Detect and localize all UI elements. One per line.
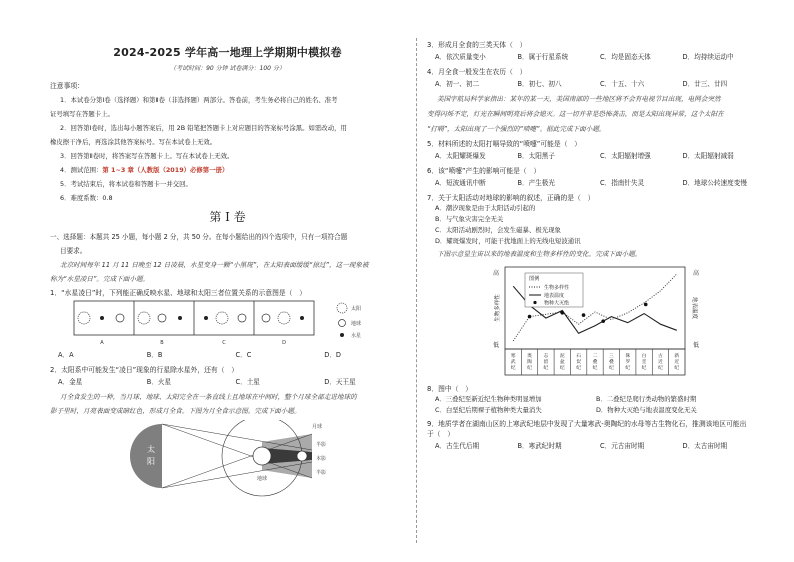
y-bottom-label-right: 低 (693, 342, 700, 349)
moon-label: 月球 (312, 424, 323, 430)
question-6-stem: 6．该“喷嚏”产生的影响可能是（ ） (427, 167, 541, 175)
option-d[interactable]: D．天王星 (324, 378, 356, 386)
option-c[interactable]: C．十五、十六 (600, 80, 645, 88)
period-label-char: 二 (592, 354, 598, 359)
option-a[interactable]: A．太阳耀斑爆发 (435, 152, 486, 160)
period-label-char: 古 (658, 354, 663, 359)
option-d[interactable]: D．地球公转速度变慢 (682, 179, 747, 187)
question-5-options (427, 152, 757, 161)
option-d-diagram (262, 312, 304, 324)
option-a[interactable]: A．三叠纪至新近纪生物种类明显增加 (435, 395, 542, 403)
sun-label: 阳 (147, 457, 155, 466)
left-column (50, 34, 405, 500)
option-d[interactable]: D．廿三、廿四 (682, 80, 728, 88)
option-b[interactable]: B．产生极光 (517, 179, 555, 187)
question-9-stem: 于（ ） (427, 430, 455, 438)
notice-item: 3．回答第Ⅱ卷时，将答案写在答题卡上。写在本试卷上无效。 (60, 152, 234, 160)
period-label-char: 纪 (592, 366, 598, 371)
period-label-char: 白 (641, 354, 647, 359)
option-c-diagram (204, 312, 246, 324)
notice-item: 2．回答第Ⅰ卷时，选出每小题答案后，用 2B 铅笔把答题卡上对应题目的答案标号涂黑。如需改动，用 (60, 124, 347, 132)
question-8-stem: 8．图中（ ） (427, 385, 473, 393)
option-a[interactable]: A．初一、初二 (435, 80, 480, 88)
period-label-char: 侏 (625, 354, 631, 359)
period-label-char: 纪 (674, 366, 680, 371)
question-2-stem: 2．太阳系中可能发生“凌日”现象的行星除水星外，还有（ ） (50, 366, 239, 374)
right-column (427, 40, 757, 456)
earth-label: 地球 (256, 476, 268, 482)
extinction-point (582, 313, 586, 317)
option-c[interactable]: C．均是固态天体 (600, 53, 651, 61)
period-label-char: 纪 (576, 366, 582, 371)
passage: 变得闪烁不定，灯光在瞬间明亮后将会熄灭。这一切并非是恐怖袭击，而是太阳出现异常，这个太阳在 (427, 110, 724, 118)
passage: 月全食发生的一种，当月球、地球、太阳完全在一条直线上且地球在中间时，整个月球全部走进地球的 (60, 393, 357, 401)
option-c[interactable]: C．白垩纪后期裸子植物种类大量消失 (435, 406, 542, 414)
period-label-char: 泥 (559, 354, 565, 359)
option-b-diagram (138, 312, 182, 324)
option-c[interactable]: C．太阳活动剧烈时，会发生磁暴、极光现象 (435, 226, 561, 234)
lunar-eclipse-figure (50, 420, 405, 500)
option-b[interactable]: B．火星 (146, 378, 172, 386)
period-label-char: 垩 (641, 360, 647, 365)
extinction-point (560, 311, 564, 315)
legend-title: 图例 (529, 276, 540, 282)
period-label-char: 盆 (559, 360, 565, 365)
notice-item: 橡皮擦干净后，再选涂其他答案标号。写在本试卷上无效。 (50, 138, 217, 146)
option-a[interactable]: A．依次质量变小 (435, 53, 486, 61)
legend-extinction-swatch (533, 301, 536, 304)
extinction-point (528, 315, 532, 319)
question-3-options (427, 53, 757, 62)
question-5-stem: 5．材料所述的太阳打嗝导致的“喷嚏”可能是（ ） (427, 140, 582, 148)
period-label-char: 纪 (543, 366, 549, 371)
period-label-char: 志 (543, 354, 549, 359)
period-label-char: 石 (576, 354, 582, 359)
question-1-options (50, 351, 405, 360)
question-9-options (427, 442, 757, 451)
option-d[interactable]: D．物种大灭绝与地表温度变化无关 (596, 406, 697, 414)
period-label-char: 炭 (576, 360, 582, 365)
option-b[interactable]: B．寒武纪时期 (517, 442, 562, 450)
question-1-stem: 1．“水星凌日”时，下列能正确反映水星、地球和太阳三者位置关系的示意图是（ ） (50, 289, 307, 297)
passage: “打嗝”，太阳出现了一个强烈的“喷嚏”。据此完成下面小题。 (427, 125, 606, 133)
column-divider (416, 38, 417, 543)
option-b[interactable]: B．太阳黑子 (517, 152, 555, 160)
option-a-diagram (78, 312, 124, 324)
period-label-char: 纪 (641, 366, 647, 371)
extinction-point (601, 319, 605, 323)
notice-heading: 注意事项： (50, 82, 84, 90)
period-label-char: 奥 (527, 354, 532, 359)
period-label-char: 纪 (625, 366, 631, 371)
option-b-label: B (160, 340, 164, 346)
legend-sun: 太阳 (351, 306, 362, 312)
period-label-char: 纪 (510, 366, 516, 371)
question-2-options (50, 378, 405, 387)
sun-label: 太 (147, 445, 155, 454)
y-left-axis-label: 生物多样性 (495, 294, 501, 322)
y-top-label-right: 高 (693, 270, 700, 277)
question-8-options (427, 394, 757, 416)
period-label-char: 罗 (625, 360, 631, 365)
period-label-char: 纪 (559, 366, 565, 371)
question-3-stem: 3．形成月全食的三类天体（ ） (427, 41, 527, 49)
option-b[interactable]: B．二叠纪是爬行类动物的繁盛时期 (596, 395, 697, 403)
y-bottom-label: 低 (492, 342, 499, 349)
option-c[interactable]: C．C (235, 351, 252, 359)
notice-item: 5．考试结束后，将本试卷和答题卡一并交回。 (60, 180, 192, 188)
option-b[interactable]: B．与气象灾害完全无关 (435, 215, 504, 223)
scope-highlight: 第 1~3 章（人教版（2019）必修第一册） (102, 166, 229, 174)
option-a[interactable]: A．A (58, 351, 74, 359)
umbra-label: 本影 (316, 456, 327, 462)
question-4-stem: 4．月全食一般发生在农历（ ） (427, 68, 527, 76)
question-7-stem: 7．关于太阳活动对地球的影响的叙述，正确的是（ ） (427, 194, 595, 202)
option-a[interactable]: A．短波通讯中断 (435, 179, 486, 187)
option-c[interactable]: C．指南针失灵 (600, 179, 645, 187)
option-c[interactable]: C．元古宙时期 (600, 442, 645, 450)
period-label-char: 近 (658, 360, 663, 365)
option-b[interactable]: B．初七、初八 (517, 80, 562, 88)
option-c-label: C (222, 340, 226, 346)
option-a-label: A (100, 340, 104, 346)
question-6-options (427, 179, 757, 188)
period-label-char: 三 (608, 354, 614, 359)
option-c[interactable]: C．土星 (235, 378, 260, 386)
notice-item: 6．难度系数：0.8 (60, 194, 113, 202)
option-d-label: D (282, 340, 286, 346)
penumbra-label: 半影 (316, 442, 327, 448)
notice-item: 1．本试卷分第Ⅰ卷（选择题）和第Ⅱ卷（非选择题）两部分。答卷前，考生务必将自己的姓名、准考 (60, 96, 338, 104)
moon-marker (297, 451, 307, 461)
period-label-char: 纪 (658, 366, 663, 371)
legend-temperature-label: 地表温度 (544, 293, 565, 299)
option-d[interactable]: D．D (324, 351, 341, 359)
period-label-char: 纪 (608, 366, 614, 371)
passage: 称为“水星凌日”。完成下面小题。 (50, 275, 150, 283)
option-a[interactable]: A．古生代后期 (435, 442, 480, 450)
option-b[interactable]: B．B (146, 351, 163, 359)
notice-item-scope (50, 166, 405, 174)
option-a[interactable]: A．金星 (58, 378, 83, 386)
option-c[interactable]: C．太阳辐射增强 (600, 152, 651, 160)
option-d[interactable]: D．均持续运动中 (682, 53, 734, 61)
period-label-char: 留 (543, 360, 549, 365)
period-label-char: 寒 (510, 354, 516, 359)
passage: 北京时间每年 11 月 11 日晚至 12 日凌晨，水星变身一颗“小黑斑”，在太阳表面缓缓“掠过”，这一现象被 (60, 261, 369, 269)
y-right-axis-label: 地表温度 (691, 296, 697, 320)
period-label-char: 新 (674, 354, 680, 359)
period-label-char: 叠 (592, 360, 598, 365)
option-d[interactable]: D．耀斑爆发时，可能干扰地面上的无线电短波通讯 (435, 237, 581, 245)
earth-marker (253, 447, 271, 465)
legend-biodiversity-label: 生物多样性 (544, 285, 570, 291)
y-top-label: 高 (492, 270, 499, 277)
transit-position-figure (50, 298, 405, 348)
question-4-options (427, 80, 757, 89)
section-intro: 一、选择题：本题共 25 小题，每小题 2 分，共 50 分。在每小题给出的四个选项中，只有一项符合题 (50, 233, 348, 241)
biodiversity-temperature-chart (427, 263, 757, 381)
legend-extinction-label: 物种大灭绝 (544, 300, 570, 307)
legend-mercury: 水星 (351, 333, 362, 339)
penumbra-label: 半影 (316, 470, 327, 476)
passage: 美国宇航局科学家指出：某年的某一天，美国南部的一些地区将不会有电视节目出现，电网会突然 (437, 95, 721, 103)
legend-earth: 地球 (351, 321, 362, 327)
period-label-char: 叠 (608, 360, 614, 365)
option-d[interactable]: D．太阳辐射减弱 (682, 152, 734, 160)
period-label-char: 武 (510, 360, 516, 365)
passage: 下图示意显生宙以来的地表温度和生物多样性的变化。完成下面小题。 (437, 250, 642, 258)
period-label-char: 纪 (527, 366, 532, 371)
option-a[interactable]: A．潮汐现象是由于太阳活动引起的 (435, 204, 536, 212)
question-9-stem: 9．地质学者在湖南山区的上寒武纪地层中发现了大量寒武-奥陶纪的水母等古生物化石，推测该地区可能出 (427, 420, 747, 428)
section-intro: 目要求。 (60, 247, 87, 255)
page-title: 2024-2025 学年高一地理上学期期中模拟卷 (113, 46, 342, 59)
figure-legend (337, 303, 361, 339)
notice-item: 证号填写在答题卡上。 (50, 110, 114, 118)
period-label-char: 陶 (527, 360, 532, 365)
extinction-point (644, 303, 648, 307)
period-label-char: 近 (674, 360, 680, 365)
passage: 影子里时，月亮表面变成暗红色，形成月全食。下图为月全食示意图。完成下面小题。 (50, 407, 301, 415)
option-b[interactable]: B．属于行星系统 (517, 53, 569, 61)
exam-subtitle: （考试时间：90 分钟 试卷满分：100 分） (170, 65, 285, 72)
part-title: 第 Ⅰ 卷 (209, 210, 246, 224)
option-d[interactable]: D．太古宙时期 (682, 442, 728, 450)
scope-prefix: 4．测试范围： (60, 166, 103, 174)
